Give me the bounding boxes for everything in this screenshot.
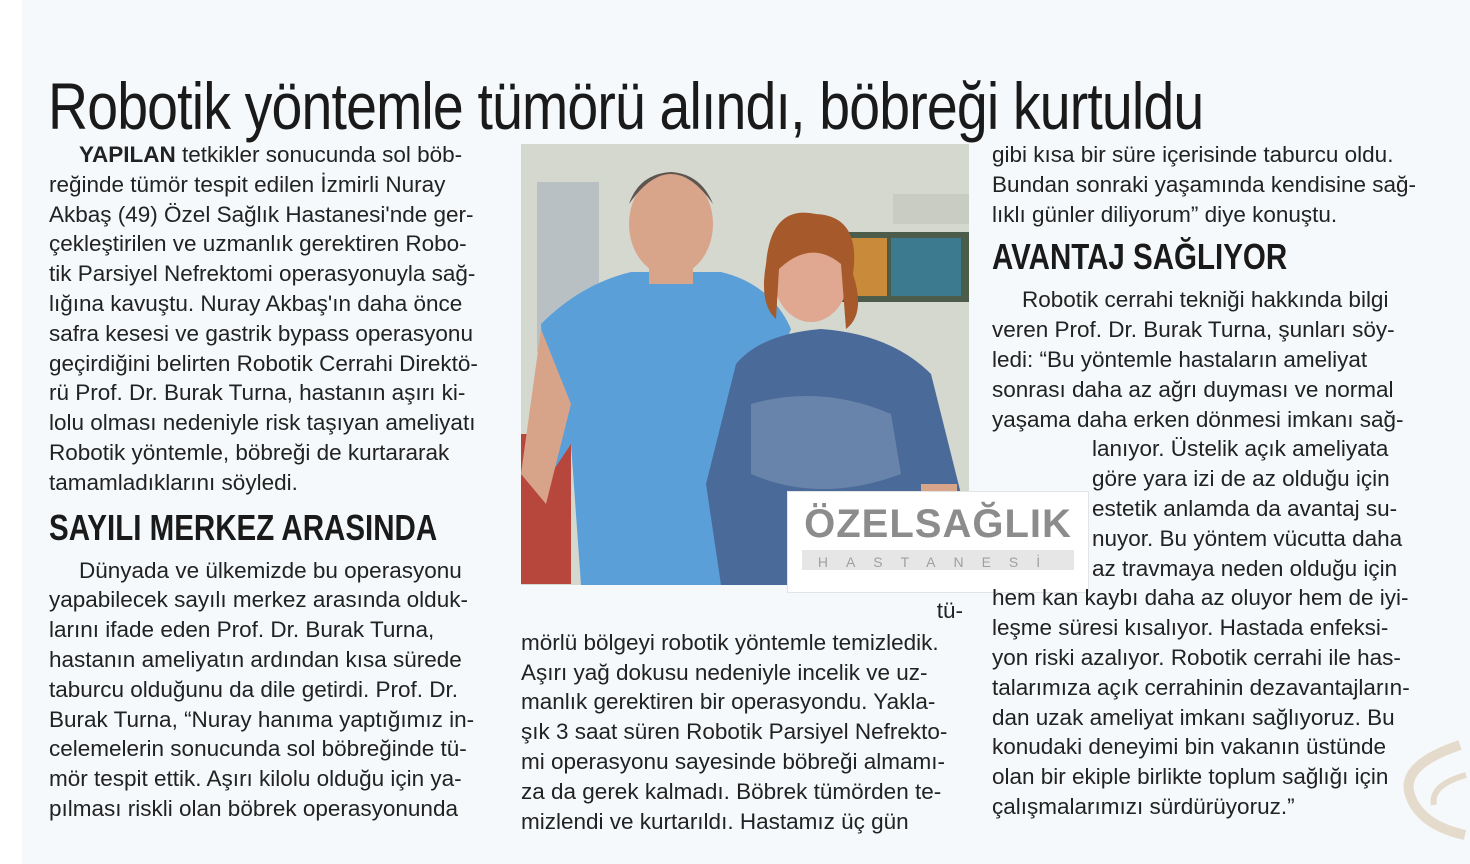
intro-first-line bbox=[49, 140, 499, 170]
text-line: veren Prof. Dr. Burak Turna, şunları söy- bbox=[992, 317, 1395, 343]
text-line: şık 3 saat süren Robotik Parsiyel Nefrekto- bbox=[521, 719, 948, 745]
text-line: sonrası daha az ağrı duyması ve normal bbox=[992, 376, 1394, 402]
text-line: konudaki deneyimi bin vakanın üstünde bbox=[992, 734, 1387, 760]
text-line: mörlü bölgeyi robotik yöntemle temizledik. bbox=[521, 629, 939, 655]
text-line: celemelerin sonucunda sol böbreğinde tü- bbox=[49, 736, 467, 762]
text-line: manlık gerektiren bir operasyondu. Yakla- bbox=[521, 689, 936, 715]
subheading-avantaj-sagliyor: AVANTAJ SAĞLIYOR bbox=[992, 236, 1288, 278]
text-line: yaşama daha erken dönmesi imkanı sağ- bbox=[992, 406, 1404, 432]
second-paragraph-lines bbox=[49, 556, 499, 824]
column-3-first-paragraph bbox=[992, 140, 1452, 229]
text-line: geçirdiğini belirten Robotik Cerrahi Direktö- bbox=[49, 350, 478, 376]
text-line: Robotik cerrahi tekniği hakkında bilgi bbox=[1022, 287, 1389, 313]
text-line: leşme süresi kısalıyor. Hastada enfeksi- bbox=[992, 615, 1389, 641]
text-line: ledi: “Bu yöntemle hastaların ameliyat bbox=[992, 346, 1368, 372]
article-headline: Robotik yöntemle tümörü alındı, böbreği kurtuldu bbox=[48, 69, 1204, 144]
text-line: gibi kısa bir süre içerisinde taburcu oldu. bbox=[992, 142, 1394, 167]
text-line: göre yara izi de az olduğu için bbox=[1092, 466, 1390, 492]
text-line: çalışmalarımızı sürdürüyoruz.” bbox=[992, 793, 1295, 819]
text-line: estetik anlamda da avantaj su- bbox=[1092, 495, 1398, 521]
lead-word: YAPILAN bbox=[79, 142, 176, 167]
article-column-1 bbox=[49, 140, 499, 824]
intro-first-line-rest: tetkikler sonucunda sol böb- bbox=[175, 142, 463, 167]
text-line: nuyor. Bu yöntem vücutta daha bbox=[1092, 525, 1403, 551]
text-line: rü Prof. Dr. Burak Turna, hastanın aşırı ki- bbox=[49, 380, 466, 406]
continuation-fragment: tü- bbox=[936, 598, 963, 623]
text-line: yon riski azalıyor. Robotik cerrahi ile has- bbox=[992, 644, 1401, 670]
logo-name: ÖZELSAĞLIK bbox=[804, 502, 1072, 546]
article-column-3 bbox=[992, 140, 1452, 822]
text-line: Akbaş (49) Özel Sağlık Hastanesi'nde ger- bbox=[49, 201, 474, 227]
column-3-third-paragraph bbox=[992, 583, 1452, 821]
text-line: za da gerek kalmadı. Böbrek tümörden te- bbox=[521, 778, 942, 804]
text-line: talarımıza açık cerrahinin dezavantajların- bbox=[992, 674, 1410, 700]
text-line: Dünyada ve ülkemizde bu operasyonu bbox=[79, 557, 462, 583]
text-line: lolu olması nedeniyle risk taşıyan ameliyatı bbox=[49, 410, 476, 436]
text-line: hastanın ameliyatın ardından kısa sürede bbox=[49, 646, 462, 672]
intro-paragraph bbox=[49, 140, 499, 170]
text-line: Burak Turna, “Nuray hanıma yaptığımız in- bbox=[49, 706, 475, 732]
text-line: tamamladıklarını söyledi. bbox=[49, 469, 298, 495]
text-line: lığına kavuştu. Nuray Akbaş'ın daha önce bbox=[49, 290, 463, 316]
text-line: çekleştirilen ve uzmanlık gerektiren Robo- bbox=[49, 231, 467, 257]
text-line: hem kan kaybı daha az oluyor hem de iyi- bbox=[992, 585, 1409, 611]
text-line: yapabilecek sayılı merkez arasında olduk- bbox=[49, 587, 468, 613]
text-line: Robotik yöntemle, böbreği de kurtararak bbox=[49, 439, 450, 465]
column-2-lines bbox=[521, 628, 971, 837]
text-line: larını ifade eden Prof. Dr. Burak Turna, bbox=[49, 617, 435, 643]
column-3-wrapped-lines bbox=[992, 434, 1452, 583]
text-line: mör tespit ettik. Aşırı kilolu olduğu için ya- bbox=[49, 766, 462, 792]
subheading-sayili-merkez: SAYILI MERKEZ ARASINDA bbox=[49, 506, 438, 548]
text-line: tik Parsiyel Nefrektomi operasyonuyla sağ- bbox=[49, 261, 476, 287]
text-line: Bundan sonraki yaşamında kendisine sağ- bbox=[992, 171, 1417, 197]
text-line: taburcu olduğunu da dile getirdi. Prof. Dr. bbox=[49, 676, 458, 702]
column-3-second-paragraph bbox=[992, 285, 1452, 434]
text-line: pılması riskli olan böbrek operasyonunda bbox=[49, 795, 458, 821]
text-line: lanıyor. Üstelik açık ameliyata bbox=[1092, 436, 1389, 462]
text-line: mizlendi ve kurtarıldı. Hastamız üç gün bbox=[521, 808, 909, 834]
article-column-2 bbox=[521, 596, 971, 836]
text-line: lıklı günler diliyorum” diye konuştu. bbox=[992, 201, 1338, 227]
logo-subtitle: HASTANESİ bbox=[817, 554, 1059, 570]
decorative-watermark bbox=[1390, 735, 1468, 845]
text-line: az travmaya neden olduğu için bbox=[1092, 555, 1398, 581]
text-line: reğinde tümör tespit edilen İzmirli Nuray bbox=[49, 171, 446, 197]
text-line: mi operasyonu sayesinde böbreği almamı- bbox=[521, 748, 945, 774]
intro-paragraph-lines bbox=[49, 170, 499, 498]
text-line: Aşırı yağ dokusu nedeniyle incelik ve uz- bbox=[521, 659, 928, 685]
text-line: safra kesesi ve gastrik bypass operasyonu bbox=[49, 320, 473, 346]
text-line: dan uzak ameliyat imkanı sağlıyoruz. Bu bbox=[992, 704, 1395, 730]
text-line: olan bir ekiple birlikte toplum sağlığı için bbox=[992, 764, 1389, 790]
